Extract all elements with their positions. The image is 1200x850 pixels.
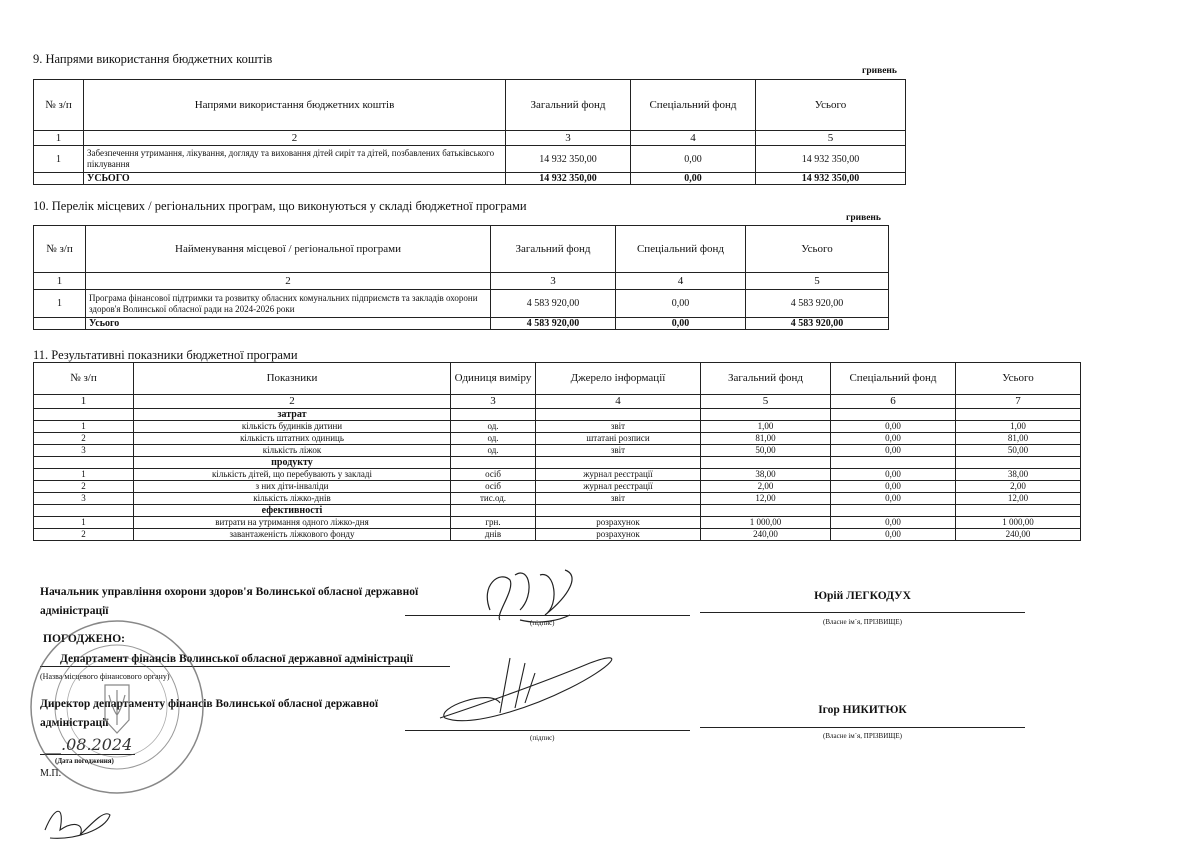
empty-cell: [451, 505, 536, 517]
cell-total: 1 000,00: [956, 517, 1081, 529]
empty-cell: [831, 505, 956, 517]
total-label: УСЬОГО: [84, 173, 506, 185]
col-number: 2: [84, 131, 506, 146]
col-number: 1: [34, 395, 134, 409]
handwritten-date: __.08.2024: [45, 735, 133, 754]
col-number: 2: [134, 395, 451, 409]
finance-dept-caption: (Назва місцевого фінансового органу): [40, 672, 170, 681]
table-row: [34, 493, 1081, 505]
cell-name: кількість штатних одиниць: [134, 433, 451, 445]
header-cell: № з/п: [34, 226, 86, 273]
table-row: [34, 529, 1081, 541]
col-number: 3: [506, 131, 631, 146]
cell-general: 1,00: [701, 421, 831, 433]
name-line: [700, 727, 1025, 728]
table-row: [34, 421, 1081, 433]
cell-unit: од.: [451, 421, 536, 433]
cell-source: звіт: [536, 421, 701, 433]
cell-special: 0,00: [831, 481, 956, 493]
cell-num: 3: [34, 445, 134, 457]
cell-general: 38,00: [701, 469, 831, 481]
cell-special: 0,00: [831, 445, 956, 457]
col-number: 4: [536, 395, 701, 409]
header-cell: Джерело інформації: [536, 363, 701, 395]
section9-table: [33, 79, 906, 185]
total-label: Усього: [86, 318, 491, 330]
cell-unit: осіб: [451, 469, 536, 481]
header-cell: Загальний фонд: [491, 226, 616, 273]
header-cell: Загальний фонд: [506, 80, 631, 131]
total-special: 0,00: [616, 318, 746, 330]
name-caption: (Власне ім`я, ПРІЗВИЩЕ): [823, 618, 902, 626]
header-cell: Напрями використання бюджетних коштів: [84, 80, 506, 131]
header-cell: Показники: [134, 363, 451, 395]
table-row: [34, 481, 1081, 493]
cell-source: штатані розписи: [536, 433, 701, 445]
cell-source: звіт: [536, 445, 701, 457]
header-cell: Найменування місцевої / регіональної програми: [86, 226, 491, 273]
total-general: 4 583 920,00: [491, 318, 616, 330]
head-position: Начальник управління охорони здоров'я Волинської обласної державної адміністрації: [40, 586, 419, 617]
cell-general: 240,00: [701, 529, 831, 541]
cell-num: 2: [34, 433, 134, 445]
cell-total: 14 932 350,00: [756, 146, 906, 173]
col-number: 5: [756, 131, 906, 146]
cell-total: 50,00: [956, 445, 1081, 457]
signature-caption: (підпис): [530, 734, 555, 742]
group-label: продукту: [134, 457, 451, 469]
cell-name: витрати на утримання одного ліжко-дня: [134, 517, 451, 529]
cell-name: Забезпечення утримання, лікування, догляду та виховання дітей сиріт та дітей, позбавлених батьківського піклування: [84, 146, 506, 173]
cell-general: 12,00: [701, 493, 831, 505]
cell-unit: од.: [451, 433, 536, 445]
col-number: 3: [451, 395, 536, 409]
cell-num: 2: [34, 529, 134, 541]
cell-special: 0,00: [631, 146, 756, 173]
cell-special: 0,00: [616, 290, 746, 318]
cell-source: звіт: [536, 493, 701, 505]
header-cell: Усього: [756, 80, 906, 131]
name-caption: (Власне ім`я, ПРІЗВИЩЕ): [823, 732, 902, 740]
empty-cell: [451, 409, 536, 421]
head-signature: [460, 565, 610, 625]
signature-caption: (підпис): [530, 619, 555, 627]
cell-source: розрахунок: [536, 517, 701, 529]
header-cell: № з/п: [34, 363, 134, 395]
empty-cell: [34, 409, 134, 421]
cell-special: 0,00: [831, 421, 956, 433]
header-cell: Усього: [956, 363, 1081, 395]
cell-total: 4 583 920,00: [746, 290, 889, 318]
signature-line: [405, 730, 690, 731]
cell-total: 12,00: [956, 493, 1081, 505]
table-row: [34, 146, 906, 173]
head-name: Юрій ЛЕГКОДУХ: [814, 590, 911, 602]
table-row: [34, 517, 1081, 529]
section9-unit: гривень: [862, 66, 897, 76]
director-signature: [430, 648, 650, 728]
col-number: 5: [746, 273, 889, 290]
table-row: [34, 290, 889, 318]
director-position: Директор департаменту фінансів Волинської обласної державної адміністрації: [40, 698, 379, 729]
section9-title: 9. Напрями використання бюджетних коштів: [33, 52, 273, 66]
header-cell: Одиниця виміру: [451, 363, 536, 395]
cell-source: журнал реєстрації: [536, 469, 701, 481]
cell-source: журнал реєстрації: [536, 481, 701, 493]
empty-cell: [536, 457, 701, 469]
cell-source: розрахунок: [536, 529, 701, 541]
cell-special: 0,00: [831, 529, 956, 541]
empty-cell: [956, 505, 1081, 517]
cell-num: 2: [34, 481, 134, 493]
group-label: затрат: [134, 409, 451, 421]
cell-total: 2,00: [956, 481, 1081, 493]
cell-total: 81,00: [956, 433, 1081, 445]
cell-unit: тис.од.: [451, 493, 536, 505]
empty-cell: [701, 505, 831, 517]
empty-cell: [536, 409, 701, 421]
group-row: [34, 409, 1081, 421]
total-total: 4 583 920,00: [746, 318, 889, 330]
col-number: 4: [631, 131, 756, 146]
empty-cell: [536, 505, 701, 517]
empty-cell: [701, 457, 831, 469]
header-cell: Спеціальний фонд: [631, 80, 756, 131]
total-general: 14 932 350,00: [506, 173, 631, 185]
group-label: ефективності: [134, 505, 451, 517]
trident-icon: [105, 685, 129, 733]
finance-dept: Департамент фінансів Волинської обласної державної адміністрації: [60, 653, 413, 665]
empty-cell: [451, 457, 536, 469]
cell-name: кількість дітей, що перебувають у закладі: [134, 469, 451, 481]
cell-unit: од.: [451, 445, 536, 457]
cell-unit: грн.: [451, 517, 536, 529]
cell-num: 1: [34, 146, 84, 173]
seal-mark: М.П.: [40, 768, 62, 779]
col-number: 5: [701, 395, 831, 409]
section11-table: [33, 362, 1081, 541]
cell-total: 38,00: [956, 469, 1081, 481]
col-number: 7: [956, 395, 1081, 409]
total-special: 0,00: [631, 173, 756, 185]
table-row: [34, 469, 1081, 481]
table-row: [34, 433, 1081, 445]
cell-special: 0,00: [831, 469, 956, 481]
section11-title: 11. Результативні показники бюджетної програми: [33, 348, 298, 362]
empty-cell: [34, 457, 134, 469]
header-cell: № з/п: [34, 80, 84, 131]
header-cell: Загальний фонд: [701, 363, 831, 395]
total-total: 14 932 350,00: [756, 173, 906, 185]
cell-num: 1: [34, 469, 134, 481]
cell-name: кількість ліжок: [134, 445, 451, 457]
total-row: [34, 318, 889, 330]
cell-total: 1,00: [956, 421, 1081, 433]
section10-table: [33, 225, 889, 330]
col-number: 1: [34, 273, 86, 290]
empty-cell: [831, 457, 956, 469]
cell-general: 81,00: [701, 433, 831, 445]
cell-general: 2,00: [701, 481, 831, 493]
cell-general: 14 932 350,00: [506, 146, 631, 173]
cell-num: 1: [34, 421, 134, 433]
table-row: [34, 445, 1081, 457]
cell-special: 0,00: [831, 493, 956, 505]
col-number: 6: [831, 395, 956, 409]
cell-special: 0,00: [831, 433, 956, 445]
cell-num: 1: [34, 517, 134, 529]
initials-signature: [35, 800, 125, 845]
cell-name: Програма фінансової підтримки та розвитку обласних комунальних підприємств та закладів охорони здоров'я Волинської обласної ради на 2024-2026 роки: [86, 290, 491, 318]
empty-cell: [701, 409, 831, 421]
group-row: [34, 457, 1081, 469]
agreed-label: ПОГОДЖЕНО:: [43, 633, 125, 645]
group-row: [34, 505, 1081, 517]
section10-title: 10. Перелік місцевих / регіональних програм, що виконуються у складі бюджетної програми: [33, 199, 527, 213]
total-row: [34, 173, 906, 185]
cell-total: 240,00: [956, 529, 1081, 541]
empty-cell: [956, 409, 1081, 421]
date-caption: (Дата погодження): [55, 757, 114, 765]
director-name: Ігор НИКИТЮК: [818, 704, 907, 716]
name-line: [700, 612, 1025, 613]
cell-num: 1: [34, 290, 86, 318]
cell-name: з них діти-інваліди: [134, 481, 451, 493]
cell-unit: днів: [451, 529, 536, 541]
cell-name: кількість будинків дитини: [134, 421, 451, 433]
empty-cell: [34, 505, 134, 517]
cell-num: 3: [34, 493, 134, 505]
cell-name: завантаженість ліжкового фонду: [134, 529, 451, 541]
empty-cell: [956, 457, 1081, 469]
cell-general: 50,00: [701, 445, 831, 457]
cell-name: кількість ліжко-днів: [134, 493, 451, 505]
cell-general: 4 583 920,00: [491, 290, 616, 318]
section10-unit: гривень: [846, 213, 881, 223]
empty-cell: [831, 409, 956, 421]
col-number: 4: [616, 273, 746, 290]
header-cell: Усього: [746, 226, 889, 273]
cell-general: 1 000,00: [701, 517, 831, 529]
header-cell: Спеціальний фонд: [616, 226, 746, 273]
cell-unit: осіб: [451, 481, 536, 493]
header-cell: Спеціальний фонд: [831, 363, 956, 395]
cell-special: 0,00: [831, 517, 956, 529]
col-number: 3: [491, 273, 616, 290]
col-number: 1: [34, 131, 84, 146]
col-number: 2: [86, 273, 491, 290]
official-stamp: [25, 615, 210, 800]
